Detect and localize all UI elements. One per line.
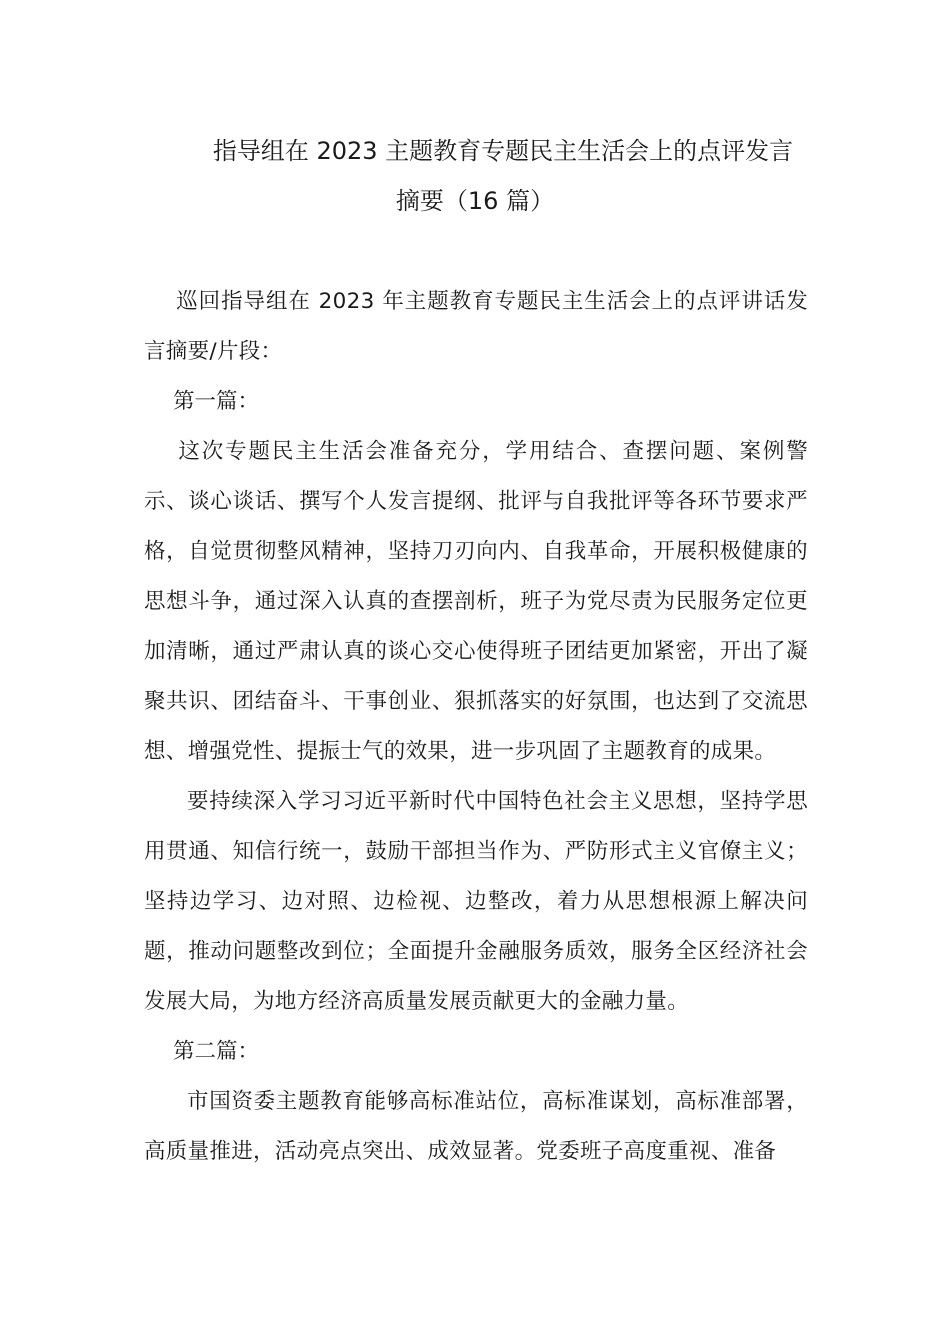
section-1-heading: 第一篇：	[173, 389, 260, 414]
document-body	[144, 277, 808, 1177]
section-1-paragraph-1: 这次专题民主生活会准备充分，学用结合、查摆问题、案例警示、谈心谈话、撰写个人发言提纲、批评与自我批评等各环节要求严格，自觉贯彻整风精神，坚持刀刃向内、自我革命，开展积极健康的思想斗争，通过深入认真的查摆剖析，班子为党尽责为民服务定位更加清晰，通过严肃认真的谈心交心使得班子团结更加紧密，开出了凝聚共识、团结奋斗、干事创业、狠抓落实的好氛围，也达到了交流思想、增强党性、提振士气的效果，进一步巩固了主题教育的成果。	[144, 439, 808, 764]
title-line-1: 指导组在 2023 主题教育专题民主生活会上的点评发言	[212, 137, 794, 165]
title-line-2: 摘要（16 篇）	[395, 187, 555, 215]
intro-paragraph: 巡回指导组在 2023 年主题教育专题民主生活会上的点评讲话发言摘要/片段：	[144, 289, 808, 364]
document-title	[140, 126, 810, 226]
section-2-heading: 第二篇：	[173, 1039, 260, 1064]
section-1-paragraph-2: 要持续深入学习习近平新时代中国特色社会主义思想，坚持学思用贯通、知信行统一，鼓励干部担当作为、严防形式主义官僚主义；坚持边学习、边对照、边检视、边整改，着力从思想根源上解决问题，推动问题整改到位；全面提升金融服务质效，服务全区经济社会发展大局，为地方经济高质量发展贡献更大的金融力量。	[144, 789, 808, 1014]
section-2-paragraph-1: 市国资委主题教育能够高标准站位，高标准谋划，高标准部署，高质量推进，活动亮点突出、成效显著。党委班子高度重视、准备	[144, 1089, 808, 1164]
